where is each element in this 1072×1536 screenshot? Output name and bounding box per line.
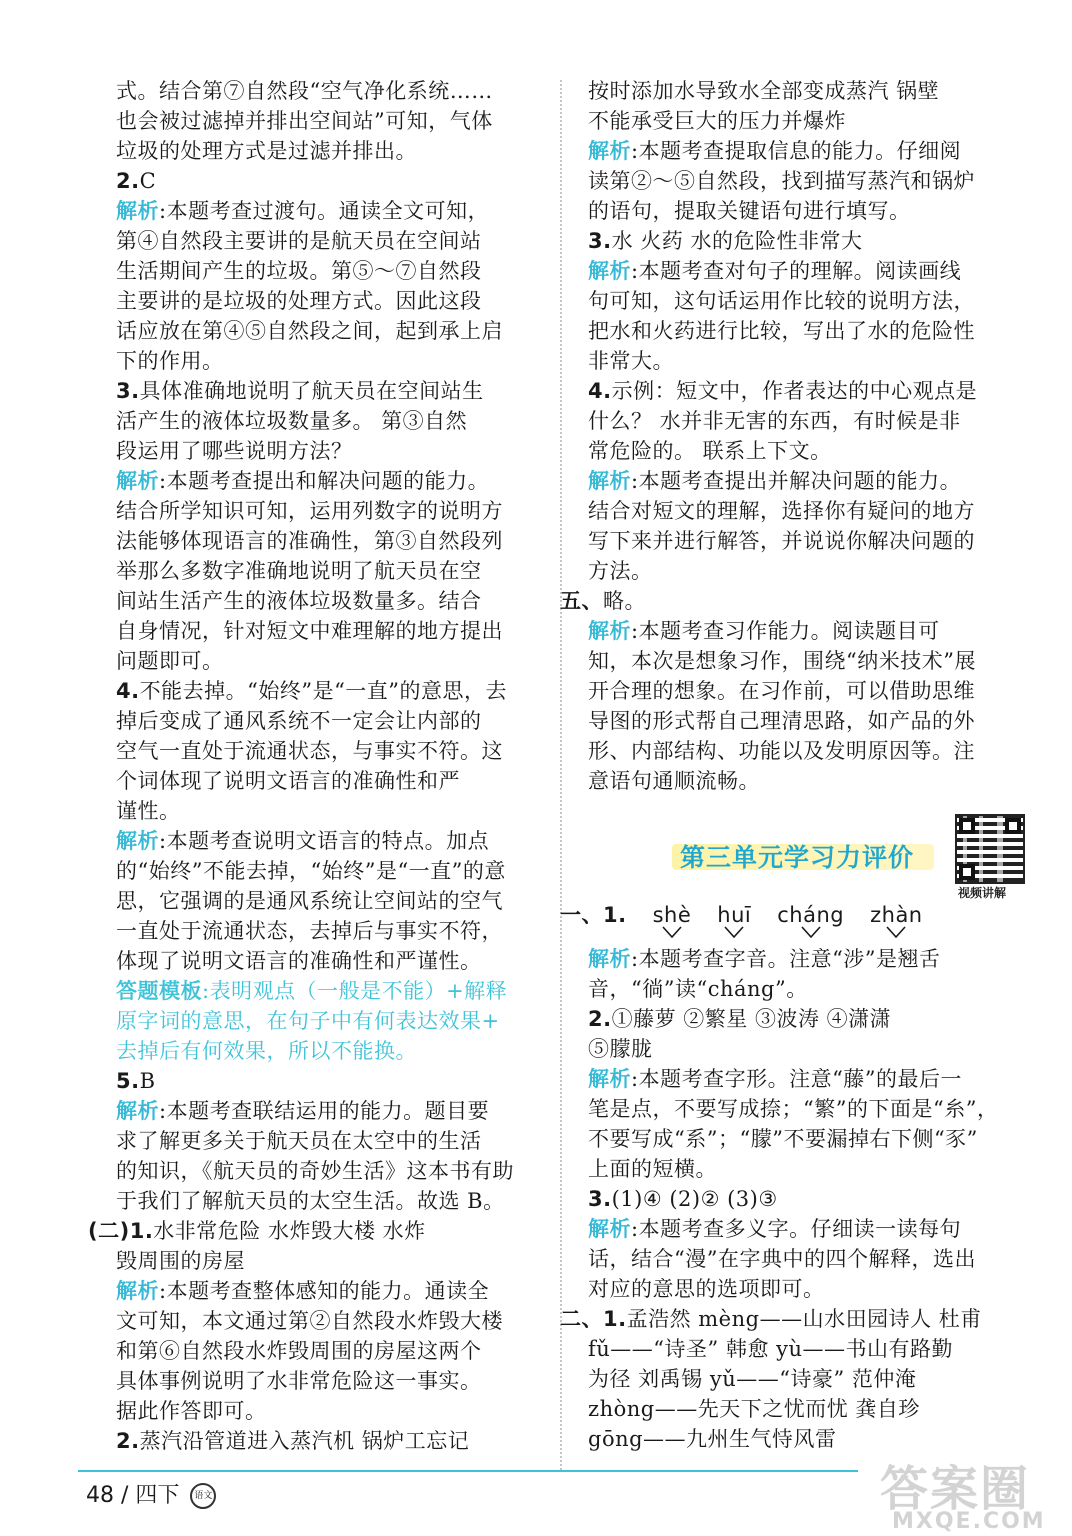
- line-text: 示例：短文中，作者表达的中心观点是: [611, 379, 978, 403]
- template-label: 答题模板: [116, 979, 202, 1003]
- analysis-label: 解析: [116, 1099, 159, 1123]
- text-line: 话应放在第④⑤自然段之间，起到承上启: [116, 319, 503, 343]
- line-text: 不能去掉。“始终”是“一直”的意思，去: [139, 679, 508, 703]
- text-line: 思，它强调的是通风系统让空间站的空气: [116, 889, 503, 913]
- line-text: 具体准确地说明了航天员在空间站生: [139, 379, 484, 403]
- line-text: :本题考查说明文语言的特点。加点: [159, 829, 490, 853]
- text-line: gōng——九州生气恃风雷: [588, 1427, 837, 1451]
- template-text: 去掉后有何效果，所以不能换。: [116, 1039, 417, 1063]
- text-line: [116, 196, 534, 226]
- analysis-label: 解析: [116, 1279, 159, 1303]
- text-line: [116, 1096, 534, 1126]
- text-line: [88, 1216, 534, 1246]
- pinyin-answer: [777, 900, 844, 930]
- qr-label: 视频讲解: [958, 886, 1007, 900]
- analysis-label: 解析: [588, 469, 631, 493]
- question-number: 4.: [588, 379, 612, 403]
- text-line: 间站生活产生的液体垃圾数量多。结合: [116, 589, 482, 613]
- page-footer: [86, 1478, 216, 1509]
- line-text: :本题考查提出并解决问题的能力。: [631, 469, 962, 493]
- analysis-label: 解析: [588, 619, 631, 643]
- text-line: 段运用了哪些说明方法？: [116, 439, 353, 463]
- line-text: ①藤萝 ②繁星 ③波涛 ④潇潇: [611, 1007, 892, 1031]
- text-line: 导图的形式帮自己理清思路，如产品的外: [588, 709, 975, 733]
- text-line: 方法。: [588, 559, 653, 583]
- pinyin-text: zhàn: [870, 903, 923, 927]
- text-line: 不要写成“系”；“朦”不要漏掉右下侧“豕”: [588, 1127, 978, 1151]
- text-line: [588, 376, 1036, 406]
- pinyin-answer-row: [560, 900, 1036, 930]
- line-text: :本题考查字形。注意“藤”的最后一: [631, 1067, 963, 1091]
- section-marker: 五、: [560, 589, 603, 613]
- line-text: 蒸汽沿管道进入蒸汽机 锅炉工忘记: [139, 1429, 470, 1453]
- text-line: [116, 1066, 534, 1096]
- line-text: :本题考查提取信息的能力。仔细阅: [631, 139, 962, 163]
- watermark: [880, 1450, 1046, 1534]
- text-line: 空气一直处于流通状态，与事实不符。这: [116, 739, 503, 763]
- text-line: 谨性。: [116, 799, 181, 823]
- line-text: :本题考查多义字。仔细读一读每句: [631, 1217, 962, 1241]
- text-line: 式。结合第⑦自然段“空气净化系统……: [116, 79, 493, 103]
- line-text: :本题考查整体感知的能力。通读全: [159, 1279, 490, 1303]
- footer-separator: /: [121, 1483, 129, 1508]
- text-line: 非常大。: [588, 349, 674, 373]
- text-line: 体现了说明文语言的准确性和严谨性。: [116, 949, 482, 973]
- text-line: 的语句，提取关键语句进行填写。: [588, 199, 911, 223]
- template-text: 原字词的意思，在句子中有何表达效果+: [116, 1009, 500, 1033]
- text-line: 形、内部结构、功能以及发明原因等。注: [588, 739, 975, 763]
- question-number: 3.: [588, 229, 612, 253]
- text-line: [588, 616, 1036, 646]
- right-column-bottom: [560, 944, 1036, 1454]
- text-line: [560, 1304, 1036, 1334]
- line-text: :本题考查字音。注意“涉”是翘舌: [631, 947, 941, 971]
- text-line: 为径 刘禹锡 yǔ——“诗豪” 范仲淹: [588, 1367, 917, 1391]
- text-line: 知，本次是想象习作，围绕“纳米技术”展: [588, 649, 976, 673]
- text-line: [588, 1064, 1036, 1094]
- pinyin-text: shè: [652, 903, 692, 927]
- text-line: 毁周围的房屋: [116, 1249, 245, 1273]
- watermark-url: MXQE.COM: [892, 1509, 1046, 1534]
- text-line: [560, 586, 1036, 616]
- question-number: 1.: [603, 1307, 627, 1331]
- checkmark-icon: [662, 926, 682, 938]
- line-text: C: [139, 169, 157, 193]
- grade-label: 四下: [135, 1483, 180, 1508]
- page-number: 48: [86, 1483, 114, 1508]
- text-line: [588, 944, 1036, 974]
- text-line: 按时添加水导致水全部变成蒸汽 锅壁: [588, 79, 940, 103]
- text-line: 一直处于流通状态，去掉后与事实不符，: [116, 919, 503, 943]
- checkmark-icon: [886, 926, 906, 938]
- text-line: [588, 466, 1036, 496]
- text-line: 法能够体现语言的准确性，第③自然段列: [116, 529, 503, 553]
- line-text: :本题考查习作能力。阅读题目可: [631, 619, 940, 643]
- text-line: 读第②～⑤自然段，找到描写蒸汽和锅炉: [588, 169, 975, 193]
- text-line: 掉后变成了通风系统不一定会让内部的: [116, 709, 482, 733]
- text-line: 把水和火药进行比较，写出了水的危险性: [588, 319, 975, 343]
- right-column-top: [560, 76, 1036, 796]
- line-text: :表明观点（一般是不能）+解释: [202, 979, 508, 1003]
- question-number: 2.: [588, 1007, 612, 1031]
- text-line: [588, 1184, 1036, 1214]
- subject-badge: 语文: [190, 1483, 216, 1509]
- section-marker: 一、: [560, 903, 603, 927]
- text-line: 话，结合“漫”在字典中的四个解释，选出: [588, 1247, 976, 1271]
- text-line: 的“始终”不能去掉，“始终”是“一直”的意: [116, 859, 506, 883]
- text-line: 写下来并进行解答，并说说你解决问题的: [588, 529, 975, 553]
- text-line: fǔ——“诗圣” 韩愈 yù——书山有路勤: [588, 1337, 954, 1361]
- text-line: 句可知，这句话运用作比较的说明方法，: [588, 289, 975, 313]
- line-text: (1)④ (2)② (3)③: [611, 1187, 778, 1211]
- text-line: zhòng——先天下之忧而忧 龚自珍: [588, 1397, 920, 1421]
- text-line: 结合对短文的理解，选择你有疑问的地方: [588, 499, 975, 523]
- analysis-label: 解析: [116, 829, 159, 853]
- text-line: 于我们了解航天员的太空生活。故选 B。: [116, 1189, 505, 1213]
- text-line: [116, 826, 534, 856]
- text-line: 也会被过滤掉并排出空间站”可知，气体: [116, 109, 493, 133]
- line-text: :本题考查过渡句。通读全文可知，: [159, 199, 490, 223]
- text-line: 具体事例说明了水非常危险这一事实。: [116, 1369, 482, 1393]
- text-line: ⑤朦胧: [588, 1037, 653, 1061]
- left-column: [88, 76, 534, 1456]
- text-line: 下的作用。: [116, 349, 224, 373]
- footer-rule: [78, 1470, 858, 1472]
- pinyin-text: cháng: [777, 903, 845, 927]
- text-line: 举那么多数字准确地说明了航天员在空: [116, 559, 482, 583]
- text-line: 文可知，本文通过第②自然段水炸毁大楼: [116, 1309, 503, 1333]
- text-line: 对应的意思的选项即可。: [588, 1277, 825, 1301]
- section-marker: 二、: [560, 1307, 603, 1331]
- checkmark-icon: [801, 926, 821, 938]
- text-line: 不能承受巨大的压力并爆炸: [588, 109, 846, 133]
- analysis-label: 解析: [588, 259, 631, 283]
- pinyin-text: huī: [717, 903, 752, 927]
- text-line: [116, 976, 534, 1006]
- text-line: 音，“徜”读“cháng”。: [588, 977, 808, 1001]
- pinyin-answer: [653, 900, 692, 930]
- text-line: 问题即可。: [116, 649, 224, 673]
- question-number: 4.: [116, 679, 140, 703]
- text-line: 垃圾的处理方式是过滤并排出。: [116, 139, 417, 163]
- qr-code-icon[interactable]: [955, 814, 1025, 884]
- question-number: 1.: [603, 903, 627, 927]
- text-line: [116, 676, 534, 706]
- text-line: [588, 256, 1036, 286]
- line-text: :本题考查提出和解决问题的能力。: [159, 469, 490, 493]
- text-line: [116, 1426, 534, 1456]
- line-text: :本题考查联结运用的能力。题目要: [159, 1099, 490, 1123]
- text-line: 和第⑥自然段水炸毁周围的房屋这两个: [116, 1339, 482, 1363]
- text-line: 常危险的。 联系上下文。: [588, 439, 832, 463]
- text-line: [588, 226, 1036, 256]
- question-number: 3.: [116, 379, 140, 403]
- question-number: 2.: [116, 169, 140, 193]
- text-line: [116, 166, 534, 196]
- text-line: [588, 1004, 1036, 1034]
- question-number: 2.: [116, 1429, 140, 1453]
- analysis-label: 解析: [116, 469, 159, 493]
- text-line: 意语句通顺流畅。: [588, 769, 760, 793]
- section-marker: (二): [88, 1219, 130, 1243]
- text-line: [116, 1006, 534, 1036]
- text-line: 自身情况，针对短文中难理解的地方提出: [116, 619, 503, 643]
- line-text: 水非常危险 水炸毁大楼 水炸: [153, 1219, 426, 1243]
- analysis-label: 解析: [588, 1067, 631, 1091]
- line-text: 水 火药 水的危险性非常大: [611, 229, 863, 253]
- text-line: 开合理的想象。在习作前，可以借助思维: [588, 679, 975, 703]
- text-line: 求了解更多关于航天员在太空中的生活: [116, 1129, 482, 1153]
- text-line: 活产生的液体垃圾数量多。 第③自然: [116, 409, 468, 433]
- pinyin-answer: [717, 900, 751, 930]
- text-line: [116, 376, 534, 406]
- line-text: :本题考查对句子的理解。阅读画线: [631, 259, 962, 283]
- text-line: 个词体现了说明文语言的准确性和严: [116, 769, 460, 793]
- analysis-label: 解析: [116, 199, 159, 223]
- line-text: B: [139, 1069, 156, 1093]
- text-line: 结合所学知识可知，运用列数字的说明方: [116, 499, 503, 523]
- text-line: 上面的短横。: [588, 1157, 717, 1181]
- text-line: [588, 1214, 1036, 1244]
- text-line: 第④自然段主要讲的是航天员在空间站: [116, 229, 482, 253]
- text-line: 据此作答即可。: [116, 1399, 267, 1423]
- question-number: 1.: [129, 1219, 154, 1243]
- pinyin-answer: [870, 900, 923, 930]
- question-number: 5.: [116, 1069, 140, 1093]
- text-line: 主要讲的是垃圾的处理方式。因此这段: [116, 289, 482, 313]
- text-line: [116, 1276, 534, 1306]
- text-line: 生活期间产生的垃圾。第⑤～⑦自然段: [116, 259, 482, 283]
- question-number: 3.: [588, 1187, 612, 1211]
- text-line: 笔是点，不要写成捺；“繁”的下面是“糸”，: [588, 1097, 999, 1121]
- analysis-label: 解析: [588, 139, 631, 163]
- text-line: 的知识，《航天员的奇妙生活》这本书有助: [116, 1159, 514, 1183]
- watermark-logo: 答案圈: [880, 1461, 1031, 1517]
- text-line: [116, 1036, 534, 1066]
- line-text: 孟浩然 mèng——山水田园诗人 杜甫: [626, 1307, 982, 1331]
- line-text: 略。: [603, 589, 646, 613]
- text-line: 什么？ 水并非无害的东西，有时候是非: [588, 409, 961, 433]
- analysis-label: 解析: [588, 947, 631, 971]
- column-divider: [560, 80, 562, 1470]
- analysis-label: 解析: [588, 1217, 631, 1241]
- unit-title: 第三单元学习力评价: [680, 843, 915, 872]
- checkmark-icon: [724, 926, 744, 938]
- text-line: [588, 136, 1036, 166]
- text-line: [116, 466, 534, 496]
